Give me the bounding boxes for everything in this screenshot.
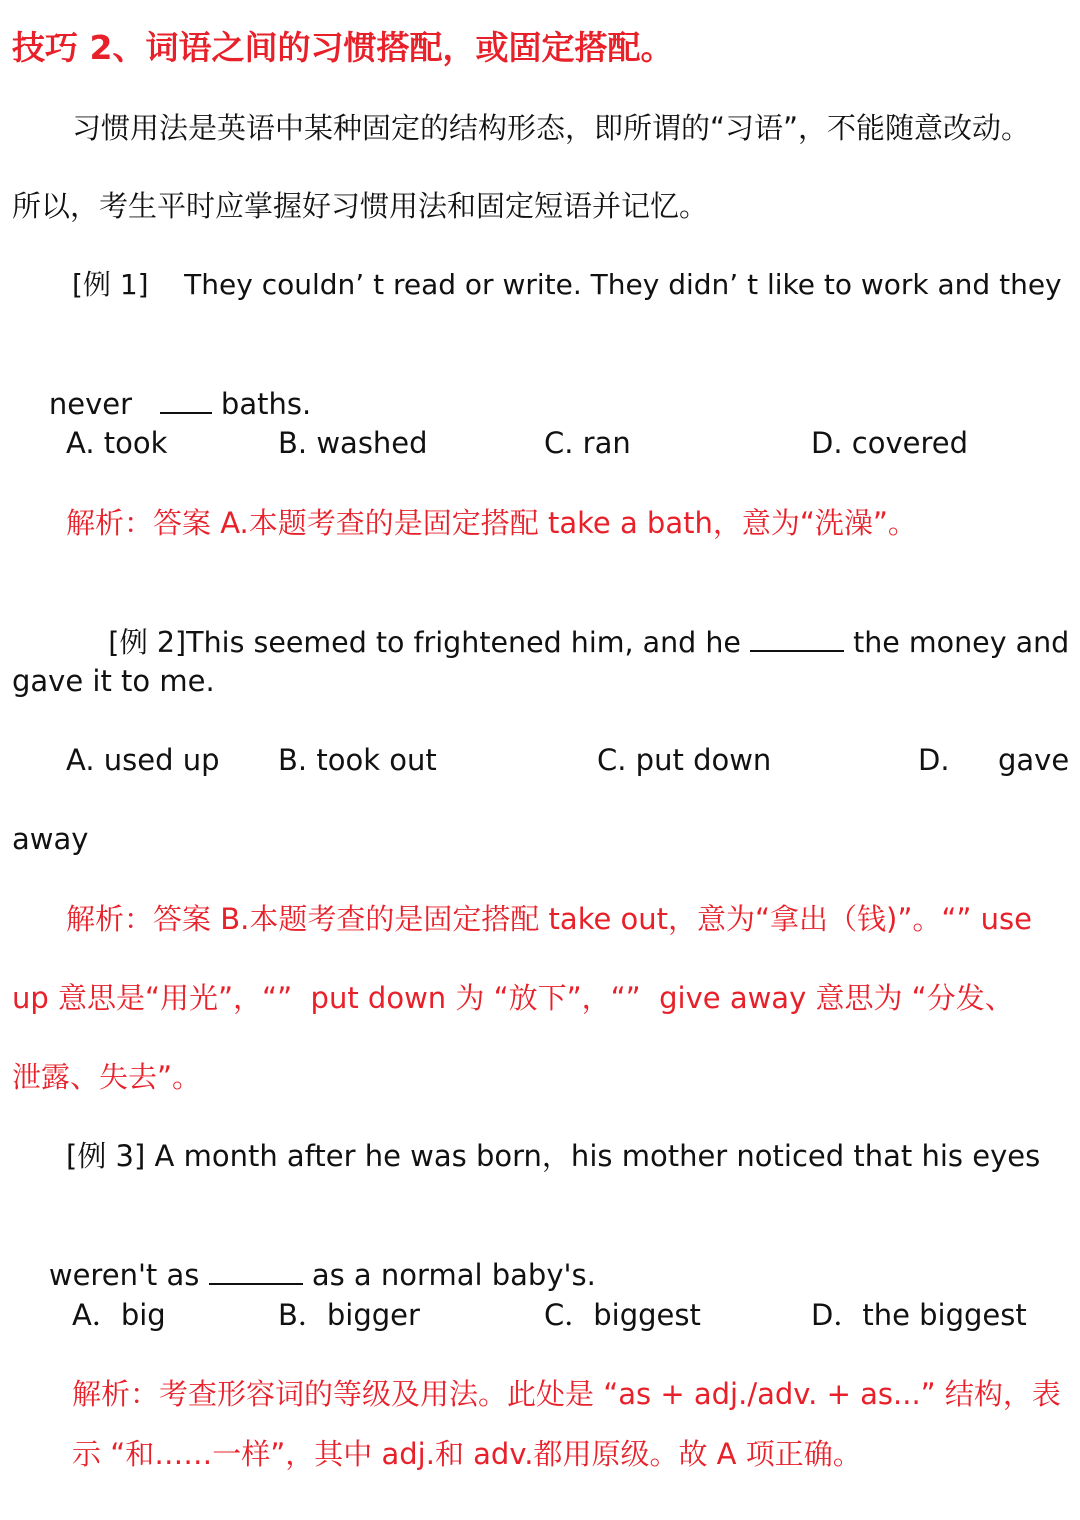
example-1-option-d: D. covered — [811, 426, 968, 460]
example-1-option-b: B. washed — [278, 426, 428, 460]
example-2-text-after-blank: the money and — [853, 626, 1070, 659]
example-2-blank — [750, 622, 844, 652]
example-1-analysis: 解析：答案 A.本题考查的是固定搭配 take a bath，意为“洗澡”。 — [66, 506, 917, 540]
example-3-option-c: C．biggest — [544, 1298, 701, 1332]
example-3-question-line-1: [例 3] A month after he was born，his mother noticed that his eyes — [66, 1139, 1041, 1173]
example-3-text-before-blank: weren't as — [48, 1258, 200, 1292]
example-3-analysis-line-2: 示 “和……一样”，其中 adj.和 adv.都用原级。故 A 项正确。 — [72, 1437, 862, 1471]
example-3-option-d: D．the biggest — [811, 1298, 1027, 1332]
example-3-option-a: A．big — [72, 1298, 166, 1332]
example-2-option-d-wrap: away — [12, 822, 89, 856]
example-2-option-a: A. used up — [66, 743, 220, 777]
example-1-text-after-blank: baths. — [220, 387, 312, 421]
example-3-blank — [209, 1255, 303, 1285]
example-2-option-d-word: gave — [998, 743, 1070, 777]
example-3-analysis-line-1: 解析：考查形容词的等级及用法。此处是 “as + adj./adv. + as...” 结构，表 — [72, 1377, 1061, 1411]
example-1-question-line-1: [例 1] They couldn’ t read or write. They didn’ t like to work and they — [72, 268, 1062, 301]
example-2-analysis-line-3: 泄露、失去”。 — [12, 1060, 202, 1094]
example-2-text-before-blank: [例 2]This seemed to frightened him, and he — [108, 626, 741, 659]
example-2-option-d-letter: D. — [918, 743, 950, 777]
example-2-question-line-2: gave it to me. — [12, 664, 215, 698]
example-2-analysis-line-2: up 意思是“用光”，“” put down 为 “放下”，“” give away 意思为 “分发、 — [12, 981, 1014, 1015]
intro-line-2: 所以，考生平时应掌握好习惯用法和固定短语并记忆。 — [12, 189, 709, 223]
example-1-option-c: C. ran — [544, 426, 631, 460]
intro-line-1: 习惯用法是英语中某种固定的结构形态，即所谓的“习语”，不能随意改动。 — [72, 111, 1031, 145]
example-2-question-line-1 — [72, 582, 1069, 703]
example-2-analysis-line-1: 解析：答案 B.本题考查的是固定搭配 take out，意为“拿出（钱)”。“” use — [66, 902, 1032, 936]
example-3-option-b: B．bigger — [278, 1298, 420, 1332]
example-2-option-b: B. took out — [278, 743, 437, 777]
section-title: 技巧 2、词语之间的习惯搭配，或固定搭配。 — [12, 28, 674, 67]
example-1-text-before-blank: never — [48, 387, 133, 421]
example-3-text-after-blank: as a normal baby's. — [311, 1258, 596, 1292]
example-2-option-c: C. put down — [597, 743, 772, 777]
example-1-blank — [160, 384, 212, 414]
example-1-option-a: A. took — [66, 426, 168, 460]
